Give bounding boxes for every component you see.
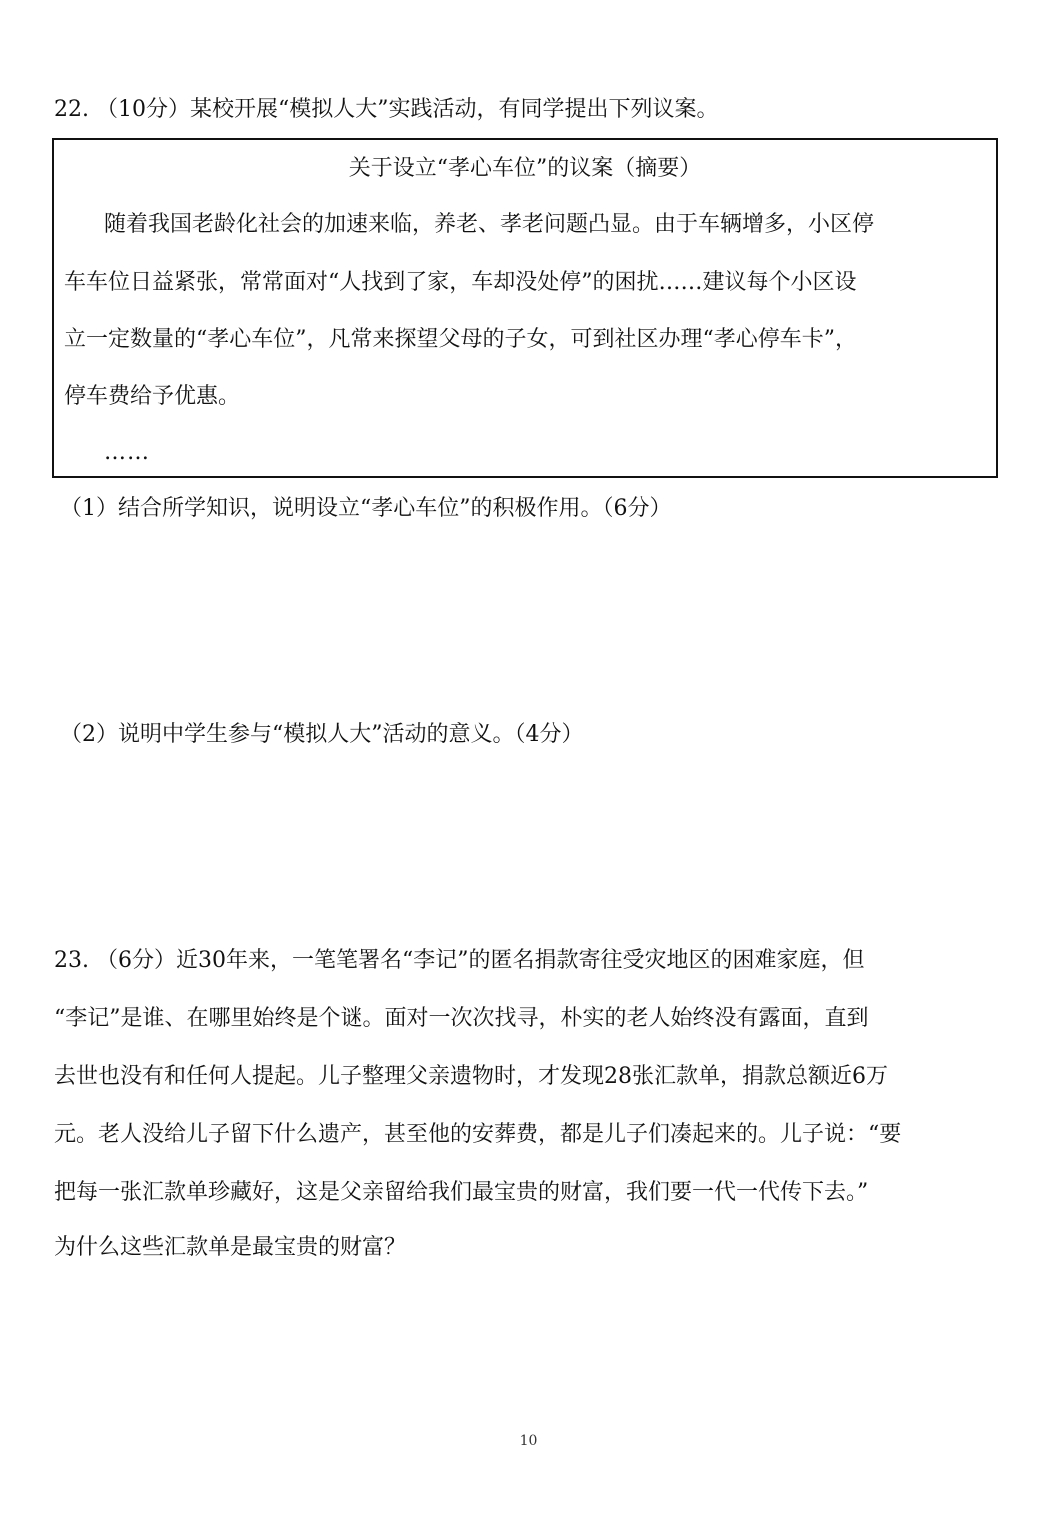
question-22-part-2: （2）说明中学生参与“模拟人大”活动的意义。（4分） — [60, 722, 584, 747]
proposal-title: 关于设立“孝心车位”的议案（摘要） — [348, 156, 702, 181]
proposal-line-4: 停车费给予优惠。 — [64, 384, 241, 409]
question-22-part-1: （1）结合所学知识，说明设立“孝心车位”的积极作用。（6分） — [60, 496, 672, 521]
question-23-line-5: 把每一张汇款单珍藏好，这是父亲留给我们最宝贵的财富，我们要一代一代传下去。” — [54, 1180, 869, 1205]
question-23-line-6: 为什么这些汇款单是最宝贵的财富？ — [54, 1235, 407, 1260]
page-number: 10 — [519, 1433, 538, 1449]
proposal-ellipsis: …… — [104, 440, 150, 465]
proposal-box — [52, 138, 998, 478]
question-23-line-4: 元。老人没给儿子留下什么遗产，甚至他的安葬费，都是儿子们凑起来的。儿子说：“要 — [54, 1122, 902, 1147]
proposal-line-2: 车车位日益紧张，常常面对“人找到了家，车却没处停”的困扰……建议每个小区设 — [64, 270, 857, 295]
question-23-line-3: 去世也没有和任何人提起。儿子整理父亲遗物时，才发现28张汇款单，捐款总额近6万 — [54, 1064, 888, 1089]
question-22-header: 22. （10分）某校开展“模拟人大”实践活动，有同学提出下列议案。 — [54, 97, 719, 122]
question-23-line-2: “李记”是谁、在哪里始终是个谜。面对一次次找寻，朴实的老人始终没有露面，直到 — [54, 1006, 869, 1031]
question-23-line-1: 23. （6分）近30年来，一笔笔署名“李记”的匿名捐款寄往受灾地区的困难家庭，但 — [54, 948, 865, 973]
proposal-line-1: 随着我国老龄化社会的加速来临，养老、孝老问题凸显。由于车辆增多，小区停 — [104, 212, 875, 237]
proposal-line-3: 立一定数量的“孝心车位”，凡常来探望父母的子女，可到社区办理“孝心停车卡”， — [64, 327, 857, 352]
